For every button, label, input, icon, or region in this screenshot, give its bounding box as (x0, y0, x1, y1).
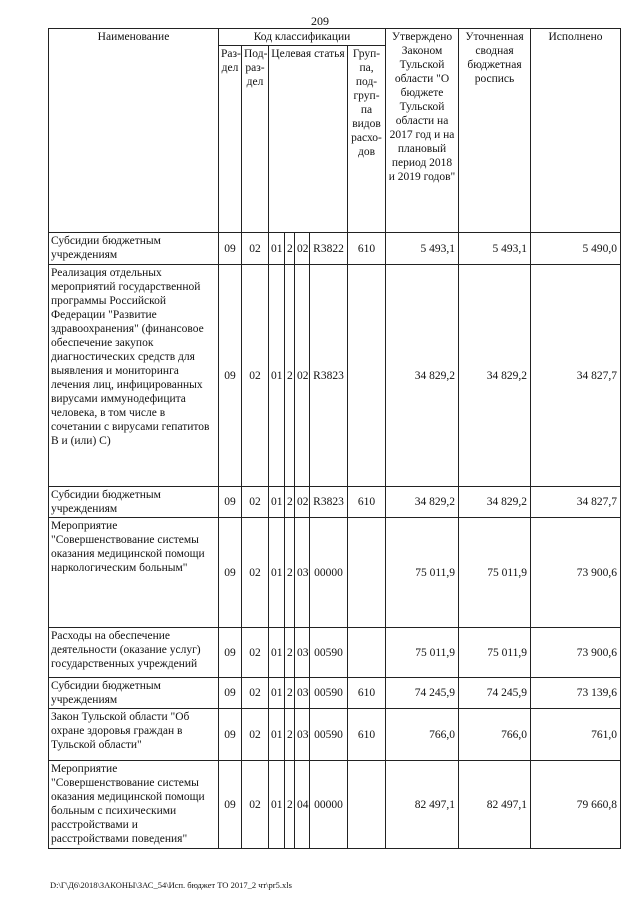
header-executed: Исполнено (531, 29, 621, 233)
cell-razdel: 09 (219, 233, 242, 265)
header-approved: Утверждено Законом Тульской области "О бюджете Тульской области на 2017 год и на плановый период 2018 и 2019 годов" (386, 29, 459, 233)
table-row (49, 761, 621, 849)
cell-t3: 04 (295, 761, 310, 849)
cell-t4: R3823 (310, 487, 348, 518)
cell-t2: 2 (285, 678, 295, 709)
cell-approved: 82 497,1 (386, 761, 459, 849)
cell-t3: 03 (295, 709, 310, 761)
cell-t3: 03 (295, 678, 310, 709)
cell-t4: R3823 (310, 265, 348, 487)
cell-approved: 34 829,2 (386, 487, 459, 518)
cell-executed: 79 660,8 (531, 761, 621, 849)
cell-refined: 82 497,1 (459, 761, 531, 849)
cell-t2: 2 (285, 709, 295, 761)
cell-t2: 2 (285, 761, 295, 849)
cell-name: Субсидии бюджетным учреждениям (49, 487, 219, 518)
cell-razdel: 09 (219, 628, 242, 678)
cell-executed: 73 900,6 (531, 628, 621, 678)
header-group: Груп-па, под-груп-па видов расхо-дов (348, 46, 386, 233)
cell-approved: 75 011,9 (386, 628, 459, 678)
cell-approved: 74 245,9 (386, 678, 459, 709)
cell-refined: 766,0 (459, 709, 531, 761)
cell-t3: 02 (295, 487, 310, 518)
table-row (49, 709, 621, 761)
cell-t1: 01 (269, 518, 285, 628)
cell-executed: 34 827,7 (531, 487, 621, 518)
cell-razdel: 09 (219, 265, 242, 487)
cell-podrazdel: 02 (242, 628, 269, 678)
cell-approved: 75 011,9 (386, 518, 459, 628)
cell-podrazdel: 02 (242, 487, 269, 518)
cell-t1: 01 (269, 628, 285, 678)
cell-approved: 5 493,1 (386, 233, 459, 265)
cell-refined: 34 829,2 (459, 265, 531, 487)
header-refined: Уточненная сводная бюджетная роспись (459, 29, 531, 233)
table-row (49, 265, 621, 487)
cell-t1: 01 (269, 678, 285, 709)
page-number: 209 (311, 14, 329, 28)
cell-t2: 2 (285, 265, 295, 487)
header-name: Наименование (49, 29, 219, 233)
cell-name: Мероприятие "Совершенствование системы оказания медицинской помощи наркологическим больным" (49, 518, 219, 628)
budget-table (48, 28, 621, 849)
cell-group: 610 (348, 233, 386, 265)
cell-executed: 5 490,0 (531, 233, 621, 265)
cell-t1: 01 (269, 233, 285, 265)
table-row (49, 487, 621, 518)
cell-t4: 00000 (310, 518, 348, 628)
cell-refined: 74 245,9 (459, 678, 531, 709)
cell-podrazdel: 02 (242, 265, 269, 487)
cell-t1: 01 (269, 265, 285, 487)
cell-group: 610 (348, 678, 386, 709)
cell-t1: 01 (269, 487, 285, 518)
cell-approved: 766,0 (386, 709, 459, 761)
cell-refined: 5 493,1 (459, 233, 531, 265)
cell-t3: 02 (295, 233, 310, 265)
table-body (49, 233, 621, 849)
cell-refined: 34 829,2 (459, 487, 531, 518)
cell-t4: R3822 (310, 233, 348, 265)
cell-group (348, 265, 386, 487)
cell-executed: 761,0 (531, 709, 621, 761)
cell-group: 610 (348, 487, 386, 518)
cell-t3: 03 (295, 518, 310, 628)
header-classification: Код классификации (219, 29, 386, 46)
file-path-footer: D:\Г\Д6\2018\ЗАКОНЫ\ЗАС_54\Исп. бюджет ТО 2017_2 чт\pr5.xls (50, 880, 292, 890)
cell-name: Субсидии бюджетным учреждениям (49, 678, 219, 709)
cell-t3: 03 (295, 628, 310, 678)
cell-name: Расходы на обеспечение деятельности (оказание услуг) государственных учреждений (49, 628, 219, 678)
cell-podrazdel: 02 (242, 678, 269, 709)
cell-razdel: 09 (219, 518, 242, 628)
cell-t2: 2 (285, 628, 295, 678)
cell-t4: 00000 (310, 761, 348, 849)
cell-podrazdel: 02 (242, 518, 269, 628)
cell-refined: 75 011,9 (459, 628, 531, 678)
cell-t4: 00590 (310, 709, 348, 761)
cell-group (348, 628, 386, 678)
cell-t2: 2 (285, 233, 295, 265)
cell-name: Закон Тульской области "Об охране здоровья граждан в Тульской области" (49, 709, 219, 761)
cell-t3: 02 (295, 265, 310, 487)
table-row (49, 678, 621, 709)
cell-name: Реализация отдельных мероприятий государственной программы Российской Федерации "Развитие здравоохранения" (финансовое обеспечение закупок диагностических средств для выявления и мониторинга лечения лиц, инфицированных вирусами иммунодефицита человека, в том числе в сочетании с вирусами гепатитов В и (или) С) (49, 265, 219, 487)
cell-t2: 2 (285, 518, 295, 628)
cell-approved: 34 829,2 (386, 265, 459, 487)
cell-razdel: 09 (219, 678, 242, 709)
cell-refined: 75 011,9 (459, 518, 531, 628)
cell-razdel: 09 (219, 487, 242, 518)
cell-group (348, 761, 386, 849)
cell-razdel: 09 (219, 761, 242, 849)
cell-razdel: 09 (219, 709, 242, 761)
header-podrazdel: Под-раз-дел (242, 46, 269, 233)
header-razdel: Раз-дел (219, 46, 242, 233)
cell-group (348, 518, 386, 628)
cell-t1: 01 (269, 761, 285, 849)
table-row (49, 233, 621, 265)
cell-executed: 73 139,6 (531, 678, 621, 709)
header-target: Целевая статья (269, 46, 348, 233)
cell-podrazdel: 02 (242, 233, 269, 265)
cell-group: 610 (348, 709, 386, 761)
cell-executed: 73 900,6 (531, 518, 621, 628)
cell-name: Мероприятие "Совершенствование системы оказания медицинской помощи больным с психическими расстройствами и расстройствами поведения" (49, 761, 219, 849)
table-row (49, 628, 621, 678)
cell-podrazdel: 02 (242, 709, 269, 761)
cell-t1: 01 (269, 709, 285, 761)
cell-t4: 00590 (310, 678, 348, 709)
header-row-1 (49, 29, 621, 46)
cell-name: Субсидии бюджетным учреждениям (49, 233, 219, 265)
cell-t4: 00590 (310, 628, 348, 678)
cell-executed: 34 827,7 (531, 265, 621, 487)
cell-t2: 2 (285, 487, 295, 518)
table-row (49, 518, 621, 628)
cell-podrazdel: 02 (242, 761, 269, 849)
